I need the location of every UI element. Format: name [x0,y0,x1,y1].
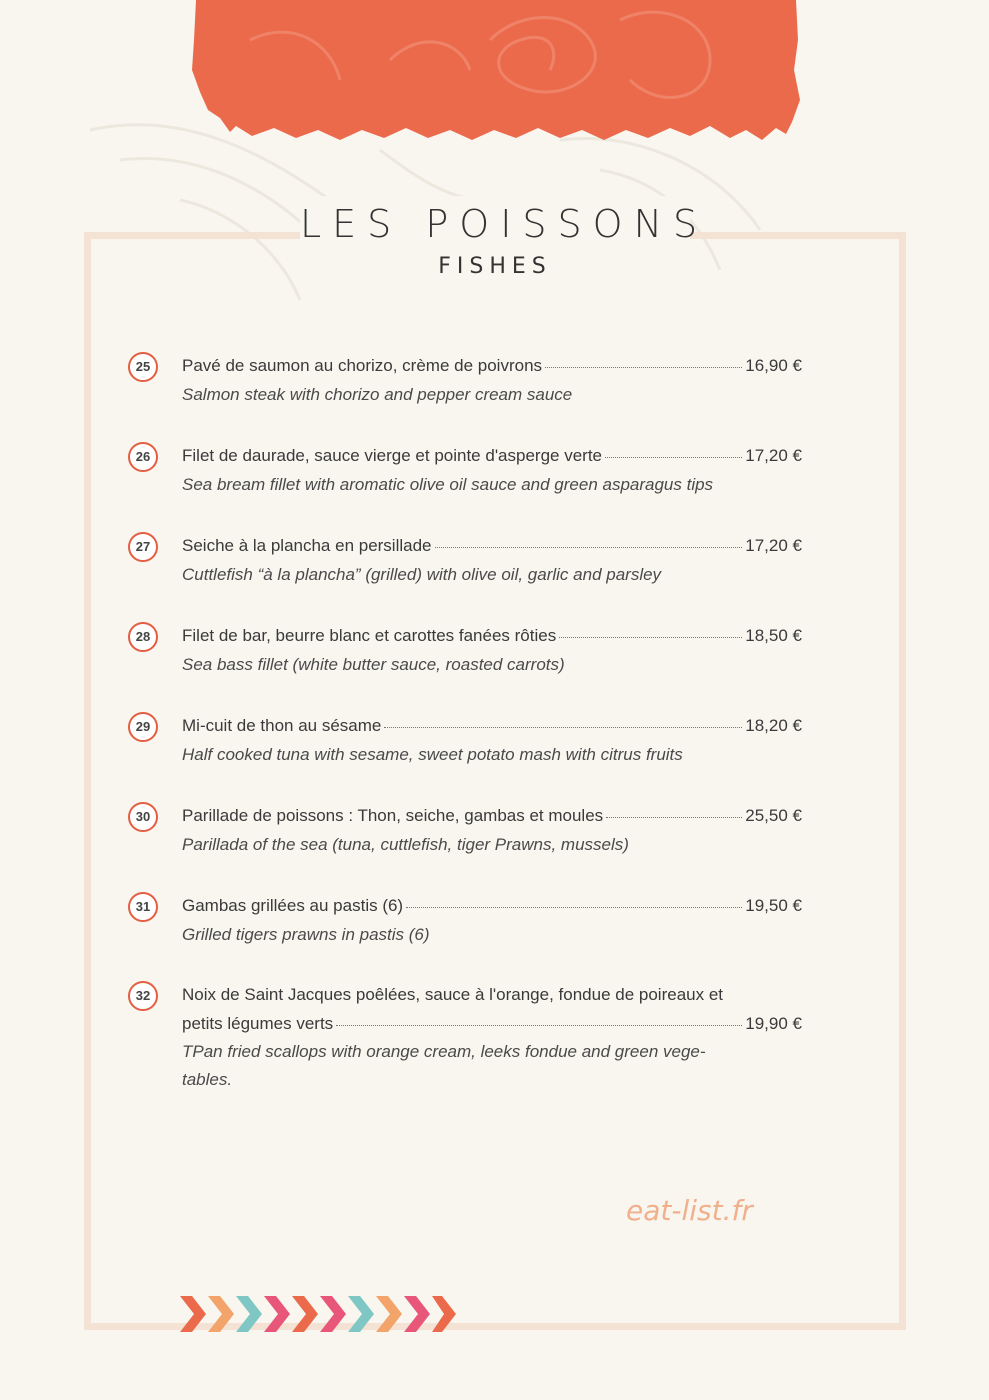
item-description: Parillada of the sea (tuna, cuttlefish, tiger Prawns, mussels) [182,835,629,854]
item-number-badge: 30 [128,802,158,832]
dot-leader [435,547,743,548]
item-description-continued: tables. [182,1070,233,1089]
item-name: Gambas grillées au pastis (6) [182,896,404,915]
dot-leader [336,1025,742,1026]
item-number-badge: 27 [128,532,158,562]
item-name: Mi-cuit de thon au sésame [182,716,382,735]
item-price: 19,50 € [745,896,802,915]
item-price: 17,20 € [745,446,802,465]
item-name: petits légumes verts [182,1014,334,1033]
item-number-badge: 28 [128,622,158,652]
page-subtitle: FISHES [438,254,552,279]
watermark-text: eat-list.fr [626,1194,753,1227]
item-price: 17,20 € [745,536,802,555]
title-block [300,196,709,296]
item-number-badge: 32 [128,981,158,1011]
item-name-line [182,536,802,556]
dot-leader [406,907,742,908]
item-number-badge: 31 [128,892,158,922]
header-banner [190,0,802,142]
item-description: Half cooked tuna with sesame, sweet potato mash with citrus fruits [182,745,683,764]
item-price: 19,90 € [745,1014,802,1033]
item-number-badge: 29 [128,712,158,742]
item-name: Parillade de poissons : Thon, seiche, gambas et moules [182,806,604,825]
item-price: 25,50 € [745,806,802,825]
dot-leader [605,457,742,458]
item-name-line [182,1014,802,1034]
item-name-line [182,806,802,826]
item-description: TPan fried scallops with orange cream, leeks fondue and green vege- [182,1042,706,1061]
item-description: Salmon steak with chorizo and pepper cream sauce [182,385,573,404]
item-description: Cuttlefish “à la plancha” (grilled) with olive oil, garlic and parsley [182,565,662,584]
item-name-first-line: Noix de Saint Jacques poêlées, sauce à l'orange, fondue de poireaux et [182,985,724,1004]
item-name-line [182,446,802,466]
item-name: Pavé de saumon au chorizo, crème de poivrons [182,356,543,375]
item-name-line [182,356,802,376]
item-description: Sea bass fillet (white butter sauce, roasted carrots) [182,655,565,674]
dot-leader [559,637,742,638]
dot-leader [384,727,742,728]
item-number-badge: 26 [128,442,158,472]
dot-leader [606,817,742,818]
item-price: 18,50 € [745,626,802,645]
item-name: Filet de bar, beurre blanc et carottes fanées rôties [182,626,557,645]
page-title: LES POISSONS [300,202,709,246]
dot-leader [545,367,742,368]
item-name-line [182,896,802,916]
item-description: Sea bream fillet with aromatic olive oil sauce and green asparagus tips [182,475,714,494]
item-name-line [182,626,802,646]
item-price: 16,90 € [745,356,802,375]
item-name: Seiche à la plancha en persillade [182,536,432,555]
item-description: Grilled tigers prawns in pastis (6) [182,925,430,944]
item-price: 18,20 € [745,716,802,735]
item-name-line [182,716,802,736]
item-name: Filet de daurade, sauce vierge et pointe d'asperge verte [182,446,603,465]
chevron-arrows-decoration [180,1292,456,1336]
item-number-badge: 25 [128,352,158,382]
